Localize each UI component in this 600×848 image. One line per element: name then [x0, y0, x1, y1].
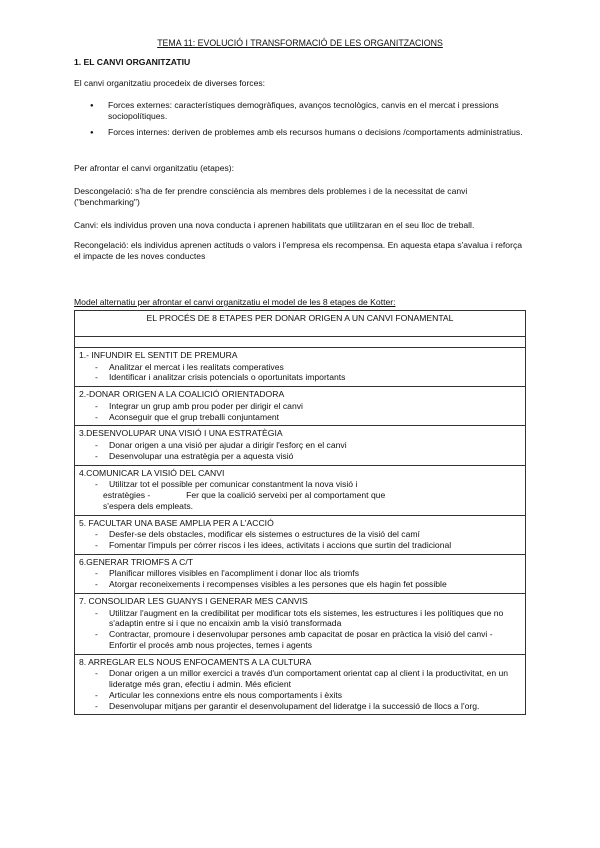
- list-item: - Analitzar el mercat i les realitats comperatives: [79, 362, 521, 373]
- kotter-table: [74, 310, 526, 715]
- table-row: [75, 465, 526, 515]
- step-title: 8. ARREGLAR ELS NOUS ENFOCAMENTS A LA CULTURA: [79, 656, 312, 667]
- table-row: [75, 593, 526, 654]
- section-heading: 1. EL CANVI ORGANITZATIU: [74, 57, 191, 67]
- intro-paragraph: El canvi organitzatiu procedeix de diverses forces:: [74, 78, 266, 88]
- canvi-paragraph: Canvi: els individus proven una nova conducta i aprenen habilitats que utilitzaran en el seu lloc de treball.: [74, 220, 475, 230]
- forces-list: [90, 100, 530, 144]
- list-item: - Utilitzar tot el possible per comunicar constantment la nova visió i: [79, 479, 521, 490]
- descongelacio-paragraph: Descongelació: s'ha de fer prendre consciència als membres dels problemes i de la necessitat de canvi ("benchmarking"): [74, 186, 468, 207]
- stages-intro: Per afrontar el canvi organitzatiu (etapes):: [74, 163, 235, 173]
- list-item: - Contractar, promoure i desenvolupar persones amb capacitat de posar en pràctica la visió del canvi - Enfortir el procés amb nous projectes, temes i agents: [79, 629, 521, 650]
- list-item: - Donar origen a un millor exercici a través d'un comportament orientat cap al client i la productivitat, en un lideratge més gran, efectiu i admin. Més eficient: [79, 668, 521, 689]
- step-text-line: s'espera dels empleats.: [103, 500, 194, 511]
- recongelacio-paragraph: Recongelació: els individus aprenen actituds o valors i l'empresa els recompensa. En aquesta etapa s'avalua i reforça el impacte de les noves conductes: [74, 240, 523, 261]
- list-item: - Identificar i analitzar crisis potencials o oportunitats importants: [79, 372, 521, 383]
- step-title: 3.DESENVOLUPAR UNA VISIÓ I UNA ESTRATÈGIA: [79, 428, 283, 439]
- table-header: EL PROCÉS DE 8 ETAPES PER DONAR ORIGEN A UN CANVI FONAMENTAL: [75, 311, 526, 337]
- list-item: - Atorgar reconeixements i recompenses visibles a les persones que els hagin fet possible: [79, 579, 521, 590]
- list-item: - Articular les connexions entre els nous comportaments i èxits: [79, 690, 521, 701]
- step-title: 7. CONSOLIDAR LES GUANYS I GENERAR MES CANVIS: [79, 595, 308, 606]
- list-item: - Planificar millores visibles en l'acompliment i donar lloc als triomfs: [79, 568, 521, 579]
- model-title: Model alternatiu per afrontar el canvi organitzatiu el model de les 8 etapes de Kotter:: [74, 297, 396, 307]
- table-row: [75, 554, 526, 593]
- list-item: ● Forces internes: deriven de problemes amb els recursos humans o decisions /comportaments administratius.: [90, 127, 530, 138]
- step-title: 1.- INFUNDIR EL SENTIT DE PREMURA: [79, 350, 238, 360]
- list-item: - Desenvolupar mitjans per garantir el desenvolupament del lideratge i la successió de llocs a l'org.: [79, 701, 521, 712]
- document-title: TEMA 11: EVOLUCIÓ I TRANSFORMACIÓ DE LES ORGANITZACIONS: [157, 38, 443, 48]
- table-row: [75, 387, 526, 426]
- list-item: - Fomentar l'impuls per córrer riscos i les idees, activitats i accions que surtin del tradicional: [79, 540, 521, 551]
- step-title: 4.COMUNICAR LA VISIÓ DEL CANVI: [79, 467, 225, 478]
- step-title: 5. FACULTAR UNA BASE AMPLIA PER A L'ACCIÓ: [79, 517, 274, 528]
- step-text-line: estratègies - Fer que la coalició serveixi per al comportament que: [103, 490, 386, 501]
- table-row: [75, 654, 526, 715]
- list-item: - Desenvolupar una estratègia per a aquesta visió: [79, 451, 521, 462]
- list-item: - Aconseguir que el grup treballi conjuntament: [79, 412, 521, 423]
- list-item: - Desfer-se dels obstacles, modificar els sistemes o estructures de la visió del camí: [79, 529, 521, 540]
- table-row: [75, 515, 526, 554]
- table-row: [75, 348, 526, 387]
- step-title: 6.GENERAR TRIOMFS A C/T: [79, 556, 193, 567]
- list-item: - Integrar un grup amb prou poder per dirigir el canvi: [79, 401, 521, 412]
- step-title: 2.-DONAR ORIGEN A LA COALICIÓ ORIENTADORA: [79, 389, 285, 400]
- list-item: ● Forces externes: característiques demogràfiques, avanços tecnològics, canvis en el mercat i pressions sociopolítiques.: [90, 100, 530, 121]
- list-item: - Utilitzar l'augment en la credibilitat per modificar tots els sistemes, les estructures i les polítiques que no s'adaptin entre si i que no encaixin amb la visió transformada: [79, 608, 521, 629]
- table-row: [75, 426, 526, 465]
- list-item: - Donar origen a una visió per ajudar a dirigir l'esforç en el canvi: [79, 440, 521, 451]
